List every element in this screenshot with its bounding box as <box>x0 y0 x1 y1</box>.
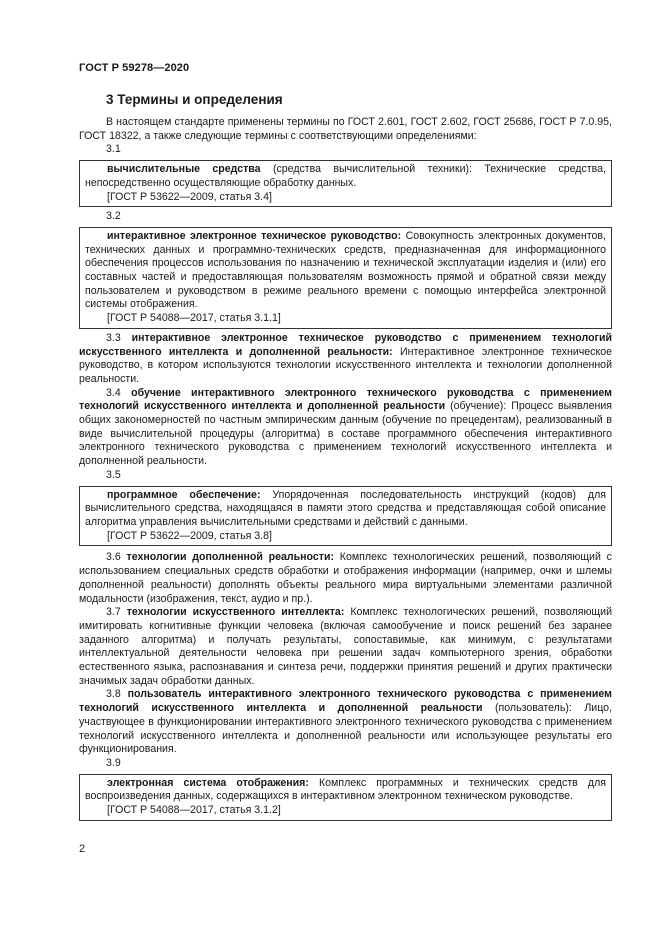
term-name: технологии искусственного интеллекта: <box>126 606 345 619</box>
document-header: ГОСТ Р 59278—2020 <box>79 62 190 74</box>
term-paragraph <box>79 551 612 606</box>
section-title: 3 Термины и определения <box>106 92 283 107</box>
term-name: программное обеспечение: <box>107 488 261 501</box>
term-box <box>79 227 612 329</box>
term-name: обучение интерактивного электронного технического руководства с применением технологий искусственного интеллекта и дополненной реальности <box>79 386 612 413</box>
term-definition: Упорядоченная последовательность инструкций (кодов) для вычислительного средства, находящаяся в памяти этого средства и представляющая собой описание алгоритма управления вычислительными средствами и действий с данными. <box>85 488 606 528</box>
term-number: 3.8 <box>106 688 121 701</box>
term-number: 3.9 <box>106 756 121 769</box>
term-definition-paragraph <box>85 489 606 530</box>
term-box <box>79 160 612 207</box>
term-number: 3.6 <box>106 551 121 564</box>
term-name: вычислительные средства <box>107 163 261 176</box>
term-number: 3.7 <box>106 606 121 619</box>
term-name: электронная система отображения: <box>107 776 309 789</box>
term-name: технологии дополненной реальности: <box>126 551 335 564</box>
term-definition: Интерактивное электронное техническое руководство, в котором используются технологии искусственного интеллекта и технологии дополненной реальности. <box>79 345 613 385</box>
term-definition: Совокупность электронных документов, технических данных и программно-технических средств, предназначенная для информационного обеспечения процессов использования по назначению и технической эксплуатации изделия и (или) его составных частей и предоставляющая пользователям возможность прямой и обратной связи между пользователем и руководством в режиме реального времени с помощью интерфейса электронной системы отображения. <box>85 229 606 311</box>
term-source: [ГОСТ Р 54088—2017, статья 3.1.1] <box>107 312 281 325</box>
term-paragraph <box>79 606 612 688</box>
term-source: [ГОСТ Р 53622—2009, статья 3.4] <box>107 190 272 203</box>
term-number: 3.5 <box>106 468 121 481</box>
page-number: 2 <box>79 843 86 855</box>
term-number: 3.2 <box>106 210 121 223</box>
term-name: пользователь интерактивного электронного технического руководства с применением технологий искусственного интеллекта и дополненной реальности <box>79 688 612 715</box>
term-definition-paragraph <box>85 230 606 312</box>
term-definition: Комплекс технологических решений, позволяющий имитировать когнитивные функции человека (включая самообучение и поиск решений без заранее заданного алгоритма) и получать результаты, сопоставимые, как минимум, с результатами интеллектуальной деятельности человека при решении задач компьютерного зрения, обработки естественного языка, распознавания и синтеза речи, поддержки принятия решений и других практически значимых задач обработки данных. <box>79 606 612 687</box>
term-paragraph <box>79 688 612 757</box>
term-definition: (средства вычислительной техники): Технические средства, непосредственно осуществляющие обработку данных. <box>85 163 606 189</box>
term-number: 3.4 <box>106 386 121 399</box>
terms-content <box>79 116 612 824</box>
term-definition-paragraph <box>85 777 606 804</box>
term-box <box>79 486 612 547</box>
term-number: 3.3 <box>106 331 121 344</box>
term-definition: Комплекс программных и технических средств для воспроизведения данных, содержащихся в интерактивном электронном техническом руководстве. <box>85 776 606 803</box>
term-paragraph <box>79 332 612 387</box>
term-source: [ГОСТ Р 53622—2009, статья 3.8] <box>107 529 272 542</box>
term-definition-paragraph <box>85 163 606 190</box>
term-number: 3.1 <box>106 143 121 156</box>
term-name: интерактивное электронное техническое руководство с применением технологий искусственного интеллекта и дополненной реальности: <box>79 331 612 358</box>
term-source: [ГОСТ Р 54088—2017, статья 3.1.2] <box>107 804 281 817</box>
term-box <box>79 774 612 821</box>
term-definition: (обучение): Процесс выявления общих закономерностей по частным эмпирическим данным (обучение по прецедентам), реализованный в виде вычислительной процедуры (алгоритма) в составе программного обеспечения интерактивного электронного технического руководства с применением технологий искусственного интеллекта и дополненной реальности. <box>79 400 612 468</box>
term-paragraph <box>79 387 612 469</box>
intro-paragraph: В настоящем стандарте применены термины по ГОСТ 2.601, ГОСТ 2.602, ГОСТ 25686, ГОСТ Р 7.0.95, ГОСТ 18322, а также следующие термины с соответствующими определениями: <box>79 116 612 142</box>
term-definition: Комплекс технологических решений, позволяющий с использованием специальных средств обработки и отображения информации (например, очки и шлемы дополненной реальности) дополнять объекты реального мира виртуальными элементами различной модальности (изображения, текст, аудио и пр.). <box>79 551 612 605</box>
term-name: интерактивное электронное техническое руководство: <box>107 229 402 242</box>
term-definition: (пользователь): Лицо, участвующее в функционировании интерактивного электронного технического руководства с применением технологий искусственного интеллекта и дополненной реальности или использующее результаты его функционирования. <box>79 702 612 756</box>
